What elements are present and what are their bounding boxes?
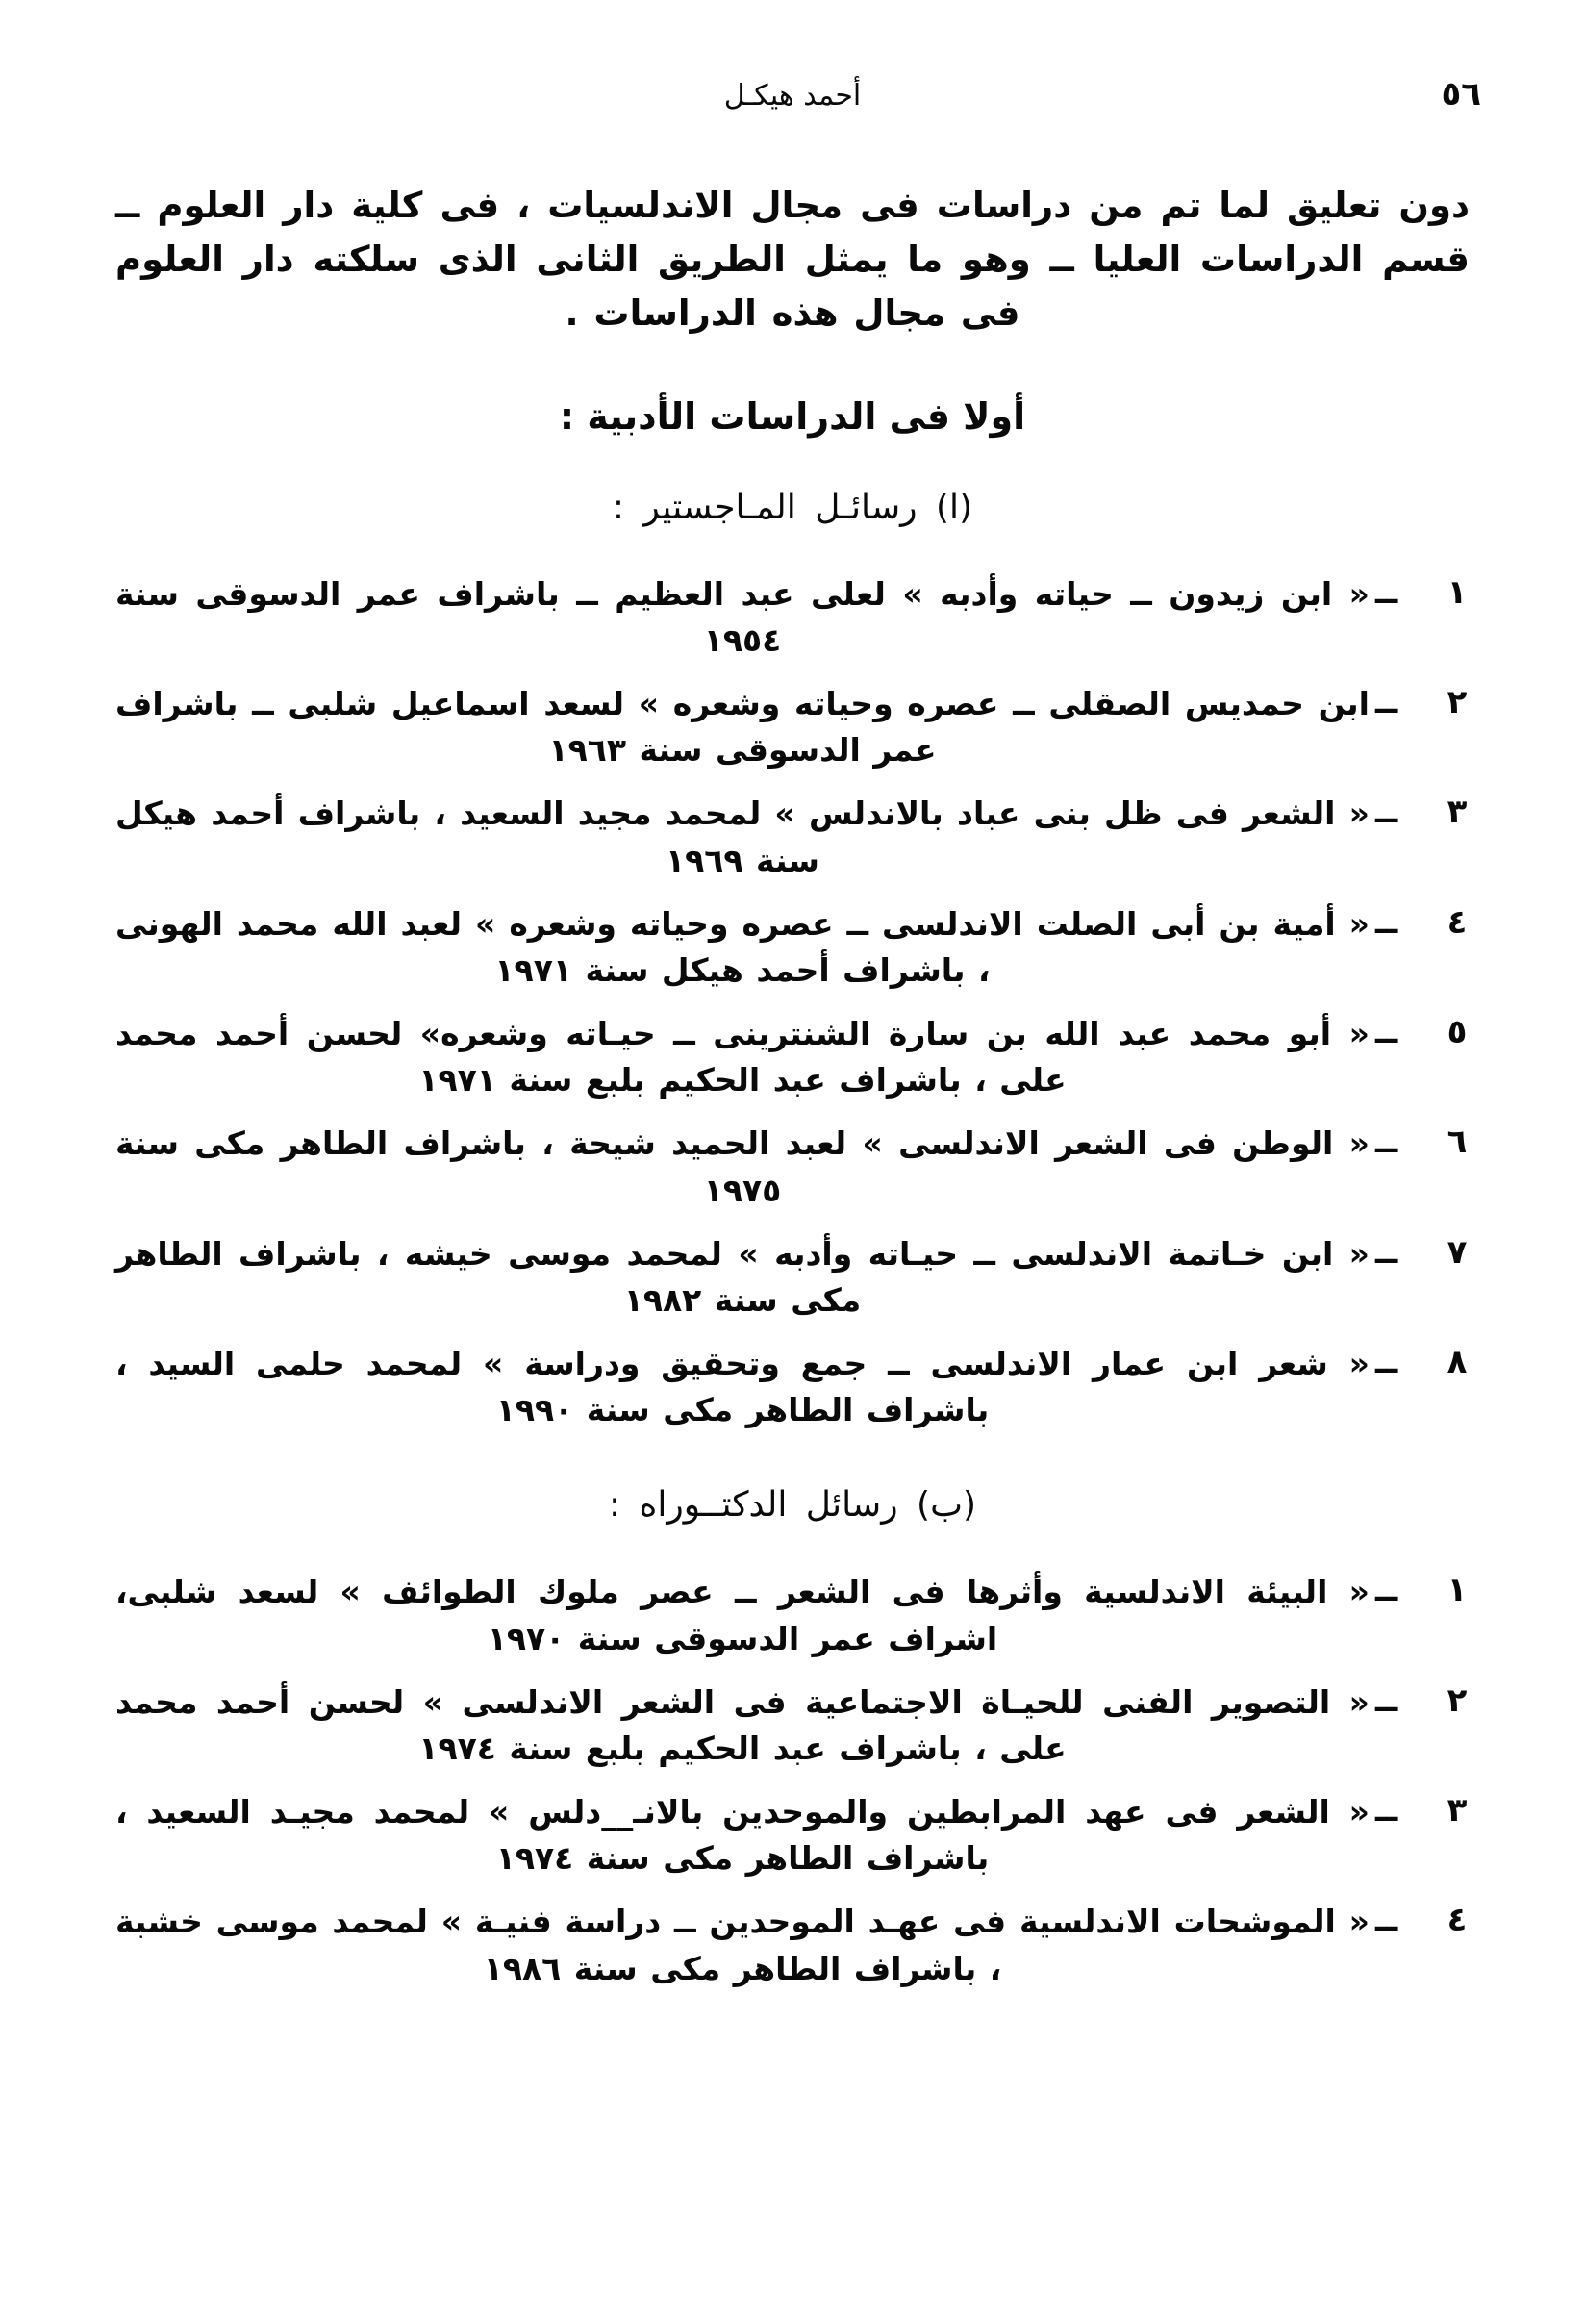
list-item-number: ٤ [1447, 1901, 1468, 1940]
list-item-dash: ــ [1375, 793, 1398, 832]
list-item-marker [1370, 1231, 1470, 1272]
list-item-marker [1370, 571, 1470, 612]
list-item-number: ١ [1447, 1571, 1468, 1610]
list-item-marker [1370, 791, 1470, 831]
running-head-author: أحمد هيكـل [723, 79, 862, 113]
list-item [115, 1680, 1470, 1772]
list-item-dash: ــ [1375, 1680, 1398, 1720]
list-item [115, 1899, 1470, 1991]
masters-thesis-list [115, 571, 1470, 1434]
list-item [115, 571, 1470, 664]
list-item-number: ١ [1447, 572, 1468, 612]
list-item-dash: ــ [1375, 1571, 1398, 1610]
list-item-text: « التصوير الفنى للحيـاة الاجتماعية فى الشعر الاندلسى » لحسن أحمد محمد على ، باشراف عبد الحكيم بلبع سنة ١٩٧٤ [115, 1682, 1370, 1767]
list-item [115, 791, 1470, 883]
running-head [0, 75, 1585, 127]
list-item-number: ٥ [1447, 1013, 1468, 1052]
list-item [115, 1121, 1470, 1213]
list-item [115, 901, 1470, 994]
list-item-text: « ابن خـاتمة الاندلسى ــ حيـاته وأدبه » لمحمد موسى خيشه ، باشراف الطاهر مكى سنة ١٩٨٢ [115, 1234, 1370, 1319]
list-item-dash: ــ [1375, 1123, 1398, 1162]
subsection-heading-masters: (ا) رسائـل المـاجستير : [612, 487, 973, 527]
section-heading-literary-studies: أولا فى الدراسات الأدبية : [559, 394, 1026, 438]
list-item [115, 1569, 1470, 1661]
list-item-number: ٢ [1447, 683, 1468, 722]
subsection-heading-doctorate: (ب) رسائل الدكتــوراه : [608, 1485, 977, 1526]
intro-paragraph: دون تعليق لما تم من دراسات فى مجال الاندلسيات ، فى كلية دار العلوم ــ قسم الدراسات العليا ــ وهو ما يمثل الطريق الثانى الذى سلكته دار العلوم فى مجال هذه الدراسات . [115, 185, 1470, 335]
list-item-dash: ــ [1375, 1791, 1398, 1831]
list-item-text: « أبو محمد عبد الله بن سارة الشنترينى ــ حيـاته وشعره» لحسن أحمد محمد على ، باشراف عبد الحكيم بلبع سنة ١٩٧١ [115, 1015, 1370, 1099]
list-item-text: ابن حمديس الصقلى ــ عصره وحياته وشعره » لسعد اسماعيل شلبى ــ باشراف عمر الدسوقى سنة ١٩٦٣ [115, 685, 1370, 770]
list-item [115, 1341, 1470, 1433]
list-item-number: ٣ [1447, 1791, 1468, 1831]
list-item [115, 681, 1470, 773]
page-content [115, 179, 1470, 2009]
list-item-marker [1370, 1569, 1470, 1609]
list-item [115, 1231, 1470, 1324]
list-item-dash: ــ [1375, 1901, 1398, 1940]
list-item-dash: ــ [1375, 1343, 1398, 1382]
list-item-text: « الموشحات الاندلسية فى عهـد الموحدين ــ دراسة فنيـة » لمحمد موسى خشبة ، باشراف الطاهر مكى سنة ١٩٨٦ [115, 1903, 1370, 1987]
doctorate-thesis-list [115, 1569, 1470, 1991]
list-item-marker [1370, 1011, 1470, 1051]
list-item-number: ٤ [1447, 902, 1468, 942]
list-item [115, 1011, 1470, 1103]
list-item-dash: ــ [1375, 902, 1398, 942]
list-item-number: ٨ [1447, 1343, 1468, 1382]
list-item-dash: ــ [1375, 1013, 1398, 1052]
list-item-text: « شعر ابن عمار الاندلسى ــ جمع وتحقيق ودراسة » لمحمد حلمى السيد ، باشراف الطاهر مكى سنة ١٩٩٠ [115, 1345, 1370, 1429]
list-item-text: « الوطن فى الشعر الاندلسى » لعبد الحميد شيحة ، باشراف الطاهر مكى سنة ١٩٧٥ [115, 1124, 1370, 1209]
list-item-marker [1370, 1680, 1470, 1720]
list-item-marker [1370, 1121, 1470, 1161]
list-item-marker [1370, 1899, 1470, 1939]
list-item-number: ٢ [1447, 1680, 1468, 1720]
list-item-marker [1370, 1341, 1470, 1381]
list-item [115, 1789, 1470, 1882]
list-item-text: « الشعر فى عهد المرابطين والموحدين بالانـ__دلس » لمحمد مجيـد السعيد ، باشراف الطاهر مكى سنة ١٩٧٤ [115, 1793, 1370, 1878]
list-item-number: ٦ [1447, 1123, 1468, 1162]
list-item-dash: ــ [1375, 683, 1398, 722]
list-item-marker [1370, 901, 1470, 942]
list-item-marker [1370, 681, 1470, 721]
list-item-text: « الشعر فى ظل بنى عباد بالاندلس » لمحمد مجيد السعيد ، باشراف أحمد هيكل سنة ١٩٦٩ [115, 795, 1370, 879]
list-item-text: « البيئة الاندلسية وأثرها فى الشعر ــ عصر ملوك الطوائف » لسعد شلبى، اشراف عمر الدسوقى سنة ١٩٧٠ [115, 1573, 1370, 1657]
list-item-text: « ابن زيدون ــ حياته وأدبه » لعلى عبد العظيم ــ باشراف عمر الدسوقى سنة ١٩٥٤ [115, 574, 1370, 659]
list-item-number: ٧ [1447, 1232, 1468, 1272]
list-item-text: « أمية بن أبى الصلت الاندلسى ــ عصره وحياته وشعره » لعبد الله محمد الهونى ، باشراف أحمد هيكل سنة ١٩٧١ [115, 904, 1370, 989]
page-number: ٥٦ [1441, 75, 1481, 114]
list-item-dash: ــ [1375, 572, 1398, 612]
list-item-number: ٣ [1447, 793, 1468, 832]
list-item-marker [1370, 1789, 1470, 1830]
list-item-dash: ــ [1375, 1232, 1398, 1272]
